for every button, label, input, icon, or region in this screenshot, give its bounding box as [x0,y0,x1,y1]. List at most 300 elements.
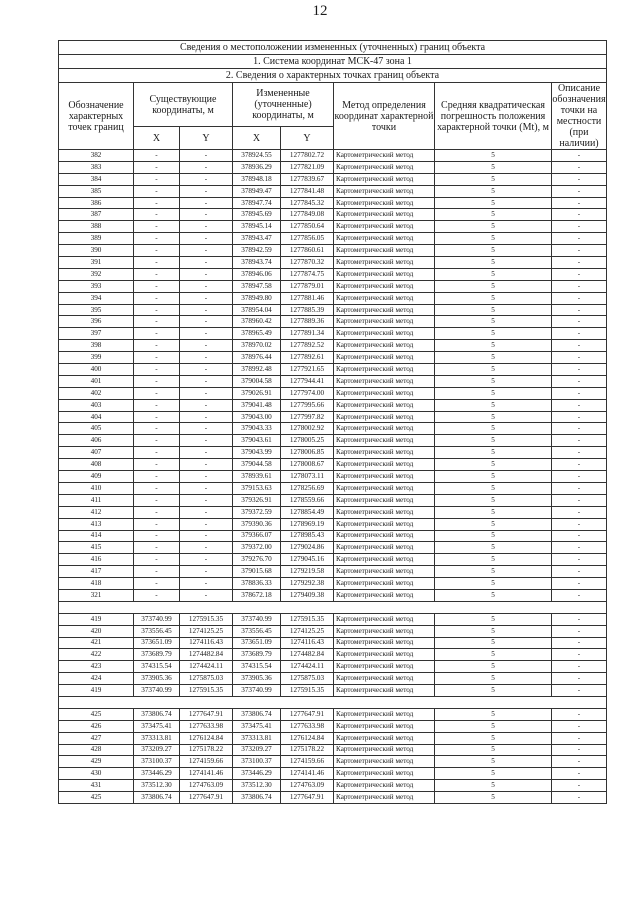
existing-x-cell: - [134,221,180,233]
method-cell: Картометрический метод [334,720,435,732]
table-row [59,542,607,554]
point-number-cell: 417 [59,566,134,578]
changed-x-cell: 378939.61 [233,471,281,483]
existing-x-cell: 373651.09 [134,637,180,649]
changed-y-cell: 1277856.05 [281,233,334,245]
changed-y-cell: 1277647.91 [281,708,334,720]
accuracy-cell: 5 [435,625,552,637]
table-row [59,161,607,173]
point-number-cell: 389 [59,233,134,245]
existing-y-cell: - [180,566,233,578]
existing-y-cell: - [180,542,233,554]
description-cell: - [552,268,607,280]
accuracy-cell: 5 [435,744,552,756]
changed-x-cell: 378943.74 [233,257,281,269]
changed-y-cell: 1277802.72 [281,150,334,162]
existing-x-cell: - [134,589,180,601]
point-number-cell: 428 [59,744,134,756]
changed-y-cell: 1274424.11 [281,661,334,673]
existing-y-cell: - [180,518,233,530]
changed-x-cell: 379276.70 [233,554,281,566]
point-number-cell: 419 [59,685,134,697]
table-row [59,744,607,756]
accuracy-cell: 5 [435,375,552,387]
existing-x-cell: - [134,482,180,494]
page-number: 12 [312,3,328,19]
table-row [59,649,607,661]
table-row [59,720,607,732]
point-number-cell: 403 [59,399,134,411]
description-cell: - [552,732,607,744]
description-cell: - [552,280,607,292]
table-row [59,316,607,328]
existing-x-cell: - [134,352,180,364]
method-cell: Картометрический метод [334,173,435,185]
existing-y-cell: - [180,173,233,185]
point-number-cell: 421 [59,637,134,649]
accuracy-cell: 5 [435,340,552,352]
table-row [59,328,607,340]
description-cell: - [552,589,607,601]
existing-x-cell: 373446.29 [134,768,180,780]
changed-y-cell: 1276124.84 [281,732,334,744]
changed-y-cell: 1274763.09 [281,780,334,792]
method-cell: Картометрический метод [334,613,435,625]
description-cell: - [552,792,607,804]
changed-y-cell: 1275875.03 [281,673,334,685]
point-number-cell: 431 [59,780,134,792]
accuracy-cell: 5 [435,280,552,292]
changed-x-cell: 373651.09 [233,637,281,649]
existing-y-cell: - [180,554,233,566]
existing-y-cell: - [180,185,233,197]
changed-y-cell: 1278559.66 [281,494,334,506]
changed-y-cell: 1277889.36 [281,316,334,328]
method-cell: Картометрический метод [334,661,435,673]
point-number-cell: 419 [59,613,134,625]
description-cell: - [552,221,607,233]
existing-x-cell: 373209.27 [134,744,180,756]
table-row [59,768,607,780]
existing-x-cell: 373313.81 [134,732,180,744]
description-cell: - [552,185,607,197]
existing-y-cell: 1274141.46 [180,768,233,780]
description-cell: - [552,375,607,387]
changed-y-cell: 1277892.52 [281,340,334,352]
changed-y-cell: 1277860.61 [281,245,334,257]
accuracy-cell: 5 [435,780,552,792]
accuracy-cell: 5 [435,399,552,411]
existing-y-cell: 1276124.84 [180,732,233,744]
changed-x-cell: 373556.45 [233,625,281,637]
changed-y-cell: 1277891.34 [281,328,334,340]
changed-x-cell: 379326.91 [233,494,281,506]
existing-y-cell: - [180,268,233,280]
existing-x-cell: 373475.41 [134,720,180,732]
changed-x-cell: 378936.29 [233,161,281,173]
table-row [59,185,607,197]
changed-x-cell: 378970.02 [233,340,281,352]
description-cell: - [552,661,607,673]
header-existing-coordinates: Существующие координаты, м [134,83,233,127]
changed-x-cell: 379043.61 [233,435,281,447]
changed-y-cell: 1274141.46 [281,768,334,780]
description-cell: - [552,482,607,494]
changed-x-cell: 378945.14 [233,221,281,233]
description-cell: - [552,387,607,399]
description-cell: - [552,518,607,530]
method-cell: Картометрический метод [334,744,435,756]
table-row [59,352,607,364]
table-row [59,245,607,257]
accuracy-cell: 5 [435,328,552,340]
method-cell: Картометрический метод [334,352,435,364]
point-number-cell: 394 [59,292,134,304]
changed-x-cell: 378947.58 [233,280,281,292]
point-number-cell: 390 [59,245,134,257]
point-number-cell: 405 [59,423,134,435]
changed-y-cell: 1277841.48 [281,185,334,197]
method-cell: Картометрический метод [334,554,435,566]
description-cell: - [552,613,607,625]
accuracy-cell: 5 [435,423,552,435]
existing-y-cell: 1275915.35 [180,685,233,697]
changed-y-cell: 1279292.38 [281,578,334,590]
method-cell: Картометрический метод [334,732,435,744]
description-cell: - [552,625,607,637]
existing-x-cell: - [134,423,180,435]
table-row [59,447,607,459]
changed-y-cell: 1277647.91 [281,792,334,804]
accuracy-cell: 5 [435,613,552,625]
table-row [59,209,607,221]
description-cell: - [552,233,607,245]
changed-y-cell: 1277974.00 [281,387,334,399]
method-cell: Картометрический метод [334,649,435,661]
changed-y-cell: 1278969.19 [281,518,334,530]
table-row [59,637,607,649]
table-row [59,280,607,292]
existing-y-cell: - [180,316,233,328]
table-row [59,589,607,601]
accuracy-cell: 5 [435,768,552,780]
existing-x-cell: - [134,161,180,173]
changed-x-cell: 373806.74 [233,708,281,720]
description-cell: - [552,257,607,269]
existing-y-cell: - [180,161,233,173]
existing-x-cell: - [134,387,180,399]
method-cell: Картометрический метод [334,756,435,768]
existing-x-cell: - [134,245,180,257]
point-number-cell: 415 [59,542,134,554]
table-row [59,387,607,399]
existing-x-cell: - [134,375,180,387]
point-number-cell: 418 [59,578,134,590]
changed-y-cell: 1277633.98 [281,720,334,732]
accuracy-cell: 5 [435,268,552,280]
existing-x-cell: - [134,209,180,221]
changed-y-cell: 1277892.61 [281,352,334,364]
existing-y-cell: - [180,435,233,447]
table-row [59,221,607,233]
existing-x-cell: - [134,268,180,280]
description-cell: - [552,411,607,423]
accuracy-cell: 5 [435,161,552,173]
point-number-cell: 387 [59,209,134,221]
existing-x-cell: - [134,292,180,304]
description-cell: - [552,150,607,162]
changed-y-cell: 1275915.35 [281,685,334,697]
accuracy-cell: 5 [435,530,552,542]
existing-x-cell: - [134,471,180,483]
accuracy-cell: 5 [435,720,552,732]
changed-y-cell: 1279409.38 [281,589,334,601]
table-row [59,780,607,792]
accuracy-cell: 5 [435,661,552,673]
method-cell: Картометрический метод [334,364,435,376]
changed-y-cell: 1277845.32 [281,197,334,209]
accuracy-cell: 5 [435,566,552,578]
changed-x-cell: 373512.30 [233,780,281,792]
changed-y-cell: 1277870.32 [281,257,334,269]
existing-x-cell: - [134,447,180,459]
point-number-cell: 409 [59,471,134,483]
changed-x-cell: 374315.54 [233,661,281,673]
method-cell: Картометрический метод [334,578,435,590]
method-cell: Картометрический метод [334,542,435,554]
point-number-cell: 422 [59,649,134,661]
accuracy-cell: 5 [435,257,552,269]
changed-x-cell: 373689.79 [233,649,281,661]
changed-y-cell: 1278854.49 [281,506,334,518]
accuracy-cell: 5 [435,387,552,399]
changed-x-cell: 378949.80 [233,292,281,304]
changed-x-cell: 379044.58 [233,459,281,471]
existing-y-cell: 1274116.43 [180,637,233,649]
header-existing-x: X [134,127,180,150]
changed-y-cell: 1277881.46 [281,292,334,304]
header-changed-coordinates: Измененные (уточненные) координаты, м [233,83,334,127]
header-existing-y: Y [180,127,233,150]
changed-y-cell: 1279045.16 [281,554,334,566]
method-cell: Картометрический метод [334,304,435,316]
table-row [59,708,607,720]
separator-cell [59,601,607,613]
existing-x-cell: - [134,328,180,340]
existing-y-cell: 1275875.03 [180,673,233,685]
existing-x-cell: - [134,399,180,411]
changed-x-cell: 378943.47 [233,233,281,245]
description-cell: - [552,459,607,471]
description-cell: - [552,708,607,720]
table-row [59,173,607,185]
changed-y-cell: 1278008.67 [281,459,334,471]
section-separator [59,696,607,708]
point-number-cell: 400 [59,364,134,376]
changed-x-cell: 373100.37 [233,756,281,768]
table-row [59,566,607,578]
accuracy-cell: 5 [435,756,552,768]
separator-cell [59,696,607,708]
existing-x-cell: - [134,435,180,447]
description-cell: - [552,494,607,506]
method-cell: Картометрический метод [334,482,435,494]
existing-y-cell: - [180,589,233,601]
existing-y-cell: - [180,411,233,423]
point-number-cell: 413 [59,518,134,530]
method-cell: Картометрический метод [334,589,435,601]
point-number-cell: 395 [59,304,134,316]
method-cell: Картометрический метод [334,566,435,578]
changed-x-cell: 378965.49 [233,328,281,340]
existing-x-cell: 373740.99 [134,685,180,697]
accuracy-cell: 5 [435,482,552,494]
changed-y-cell: 1277849.08 [281,209,334,221]
existing-x-cell: - [134,554,180,566]
point-number-cell: 392 [59,268,134,280]
existing-y-cell: - [180,245,233,257]
method-cell: Картометрический метод [334,423,435,435]
method-cell: Картометрический метод [334,328,435,340]
existing-x-cell: - [134,304,180,316]
point-number-cell: 397 [59,328,134,340]
changed-y-cell: 1277821.09 [281,161,334,173]
table-row [59,411,607,423]
accuracy-cell: 5 [435,364,552,376]
point-number-cell: 393 [59,280,134,292]
table-row [59,423,607,435]
method-cell: Картометрический метод [334,506,435,518]
existing-y-cell: - [180,197,233,209]
point-number-cell: 384 [59,173,134,185]
table-title: Сведения о местоположении измененных (уточненных) границ объекта [59,41,607,55]
accuracy-cell: 5 [435,685,552,697]
boundary-points-table [58,40,607,804]
method-cell: Картометрический метод [334,280,435,292]
point-number-cell: 404 [59,411,134,423]
description-cell: - [552,542,607,554]
existing-y-cell: - [180,233,233,245]
method-cell: Картометрический метод [334,780,435,792]
point-number-cell: 401 [59,375,134,387]
existing-y-cell: - [180,506,233,518]
changed-x-cell: 378836.33 [233,578,281,590]
existing-y-cell: - [180,352,233,364]
existing-y-cell: - [180,387,233,399]
method-cell: Картометрический метод [334,518,435,530]
table-row [59,792,607,804]
existing-y-cell: 1274125.25 [180,625,233,637]
existing-x-cell: - [134,566,180,578]
changed-y-cell: 1277874.75 [281,268,334,280]
changed-x-cell: 379390.36 [233,518,281,530]
point-number-cell: 399 [59,352,134,364]
existing-y-cell: - [180,221,233,233]
changed-y-cell: 1277944.41 [281,375,334,387]
existing-x-cell: - [134,233,180,245]
existing-x-cell: - [134,411,180,423]
method-cell: Картометрический метод [334,494,435,506]
existing-x-cell: 373512.30 [134,780,180,792]
table-row [59,375,607,387]
point-number-cell: 388 [59,221,134,233]
existing-y-cell: 1275178.22 [180,744,233,756]
changed-y-cell: 1275915.35 [281,613,334,625]
changed-x-cell: 373740.99 [233,685,281,697]
existing-x-cell: - [134,316,180,328]
method-cell: Картометрический метод [334,411,435,423]
description-cell: - [552,780,607,792]
existing-x-cell: 373905.36 [134,673,180,685]
description-cell: - [552,506,607,518]
changed-x-cell: 373313.81 [233,732,281,744]
table-row [59,340,607,352]
table-row [59,364,607,376]
accuracy-cell: 5 [435,708,552,720]
accuracy-cell: 5 [435,316,552,328]
description-cell: - [552,435,607,447]
accuracy-cell: 5 [435,411,552,423]
changed-y-cell: 1277839.67 [281,173,334,185]
description-cell: - [552,173,607,185]
existing-x-cell: - [134,518,180,530]
point-number-cell: 426 [59,720,134,732]
method-cell: Картометрический метод [334,221,435,233]
point-number-cell: 396 [59,316,134,328]
accuracy-cell: 5 [435,471,552,483]
existing-y-cell: 1277647.91 [180,792,233,804]
changed-y-cell: 1274159.66 [281,756,334,768]
existing-x-cell: - [134,364,180,376]
accuracy-cell: 5 [435,245,552,257]
table-row [59,435,607,447]
existing-y-cell: - [180,364,233,376]
existing-y-cell: - [180,423,233,435]
changed-x-cell: 379043.00 [233,411,281,423]
changed-y-cell: 1277997.82 [281,411,334,423]
existing-y-cell: - [180,578,233,590]
changed-x-cell: 373446.29 [233,768,281,780]
description-cell: - [552,352,607,364]
table-row [59,685,607,697]
point-number-cell: 383 [59,161,134,173]
accuracy-cell: 5 [435,304,552,316]
changed-x-cell: 378947.74 [233,197,281,209]
point-number-cell: 414 [59,530,134,542]
description-cell: - [552,161,607,173]
point-number-cell: 391 [59,257,134,269]
description-cell: - [552,471,607,483]
description-cell: - [552,399,607,411]
point-number-cell: 410 [59,482,134,494]
method-cell: Картометрический метод [334,209,435,221]
point-number-cell: 408 [59,459,134,471]
accuracy-cell: 5 [435,209,552,221]
point-number-cell: 398 [59,340,134,352]
changed-x-cell: 373209.27 [233,744,281,756]
method-cell: Картометрический метод [334,257,435,269]
point-number-cell: 412 [59,506,134,518]
existing-y-cell: - [180,459,233,471]
accuracy-cell: 5 [435,292,552,304]
method-cell: Картометрический метод [334,268,435,280]
accuracy-cell: 5 [435,673,552,685]
method-cell: Картометрический метод [334,530,435,542]
changed-x-cell: 378945.69 [233,209,281,221]
method-cell: Картометрический метод [334,340,435,352]
existing-y-cell: - [180,292,233,304]
accuracy-cell: 5 [435,637,552,649]
